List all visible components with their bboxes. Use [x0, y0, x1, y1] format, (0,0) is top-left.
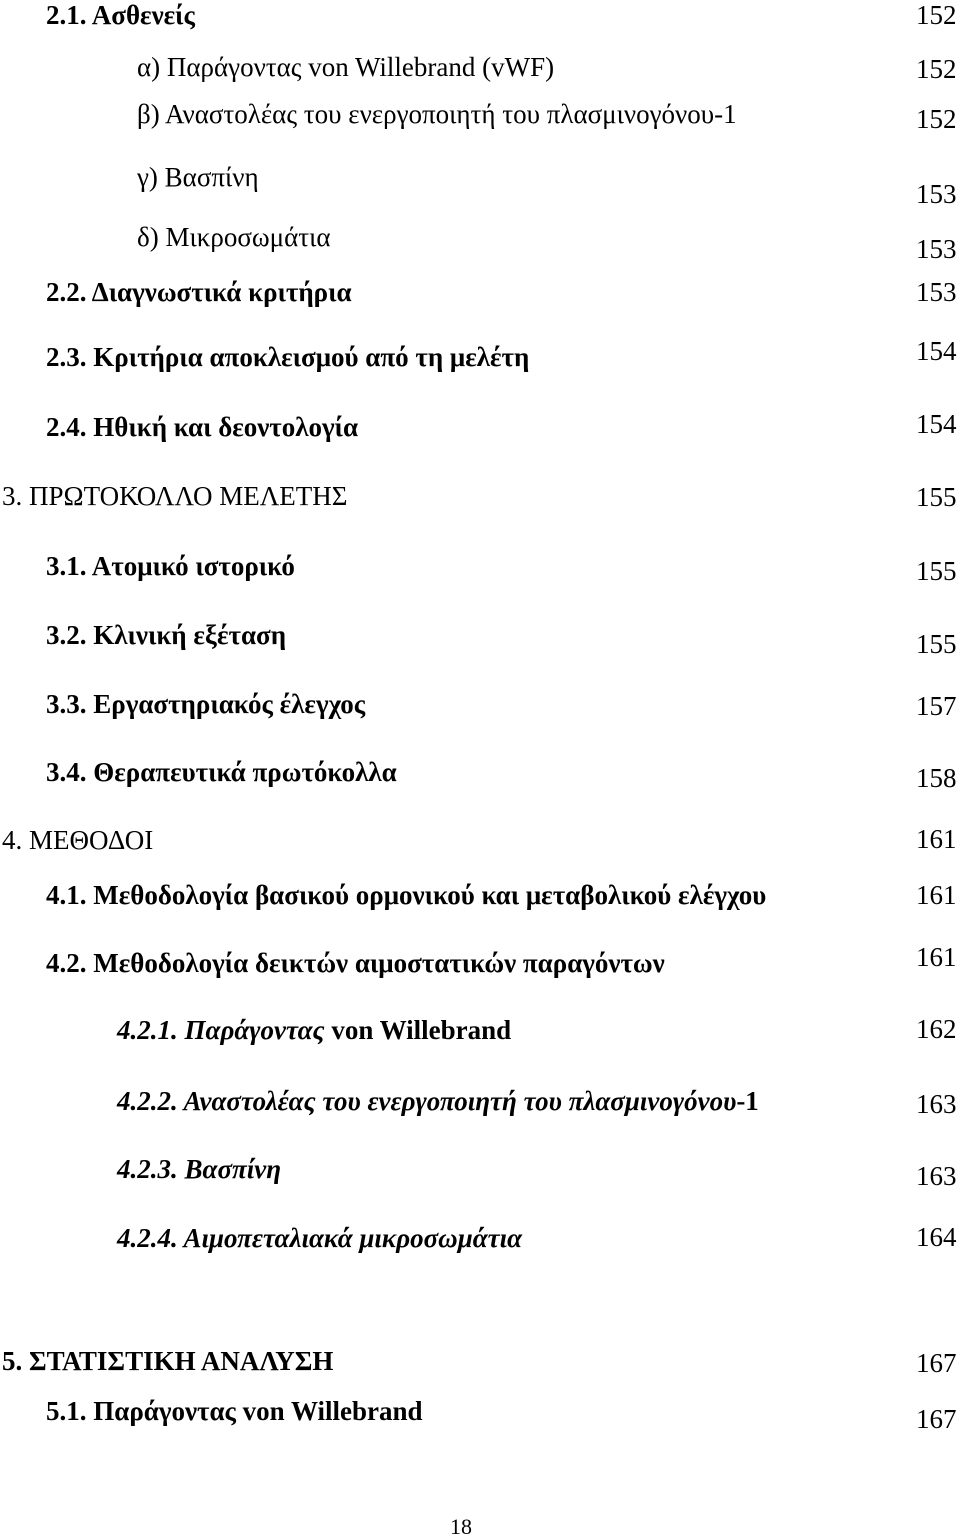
toc-entry-2-1-b: β) Αναστολέας του ενεργοποιητή του πλασμινογόνου-1: [137, 99, 737, 129]
toc-entry-3-4: 3.4. Θεραπευτικά πρωτόκολλα: [46, 757, 397, 787]
toc-entry-4-2-2: [117, 1088, 759, 1115]
toc-entry-3-1: 3.1. Ατομικό ιστορικό: [46, 551, 295, 581]
toc-entry-4-2-4: 4.2.4. Αιμοπεταλιακά μικροσωμάτια: [117, 1223, 523, 1253]
toc-page-4-2-3: 163: [916, 1161, 957, 1191]
toc-page-3: 155: [916, 482, 957, 512]
toc-entry-4-2-3: 4.2.3. Βασπίνη: [117, 1154, 282, 1184]
toc-page-5-1: 167: [916, 1404, 957, 1434]
toc-entry-2-3: 2.3. Κριτήρια αποκλεισμού από τη μελέτη: [46, 342, 530, 372]
toc-page-4-2-1: 162: [916, 1014, 957, 1044]
toc-page-2-1-d: 153: [916, 234, 957, 264]
toc-page-2-2: 153: [916, 277, 957, 307]
toc-entry-3-3: 3.3. Εργαστηριακός έλεγχος: [46, 689, 366, 719]
toc-page-2-3: 154: [916, 336, 957, 366]
toc-page-4-2: 161: [916, 942, 957, 972]
toc-page-4: 161: [916, 824, 957, 854]
toc-entry-4-2-1: [117, 1017, 511, 1044]
toc-page-2-1-b: 152: [916, 104, 957, 134]
toc-entry-4-2-1-rest: von Willebrand: [324, 1015, 512, 1045]
toc-page-3-4: 158: [916, 763, 957, 793]
toc-entry-3: 3. ΠΡΩΤΟΚΟΛΛΟ ΜΕΛΕΤΗΣ: [2, 481, 348, 511]
toc-page-4-1: 161: [916, 880, 957, 910]
toc-entry-2-1-a: α) Παράγοντας von Willebrand (vWF): [137, 52, 555, 82]
toc-entry-4: 4. ΜΕΘΟΔΟΙ: [2, 825, 154, 855]
toc-page-3-2: 155: [916, 629, 957, 659]
toc-page-2-4: 154: [916, 409, 957, 439]
toc-page-2-1-a: 152: [916, 54, 957, 84]
toc-page-4-2-2: 163: [916, 1089, 957, 1119]
toc-entry-2-2: 2.2. Διαγνωστικά κριτήρια: [46, 277, 352, 307]
toc-entry-4-2-2-rest: -1: [736, 1086, 759, 1116]
toc-entry-2-1-c: γ) Βασπίνη: [137, 162, 259, 192]
toc-entry-4-2-1-italic: 4.2.1. Παράγοντας: [117, 1015, 325, 1045]
toc-entry-4-2-2-italic: 4.2.2. Αναστολέας του ενεργοποιητή του πλασμινογόνου: [117, 1086, 737, 1116]
toc-entry-2-1: 2.1. Ασθενείς: [46, 0, 195, 30]
toc-entry-5: 5. ΣΤΑΤΙΣΤΙΚΗ ΑΝΑΛΥΣΗ: [2, 1346, 334, 1376]
toc-entry-4-2: 4.2. Μεθοδολογία δεικτών αιμοστατικών παραγόντων: [46, 948, 665, 978]
toc-page-3-1: 155: [916, 556, 957, 586]
toc-entry-5-1: 5.1. Παράγοντας von Willebrand: [46, 1396, 423, 1426]
toc-page-2-1: 152: [916, 0, 957, 30]
toc-page-3-3: 157: [916, 691, 957, 721]
toc-entry-2-4: 2.4. Ηθική και δεοντολογία: [46, 412, 359, 442]
toc-page-5: 167: [916, 1348, 957, 1378]
toc-entry-3-2: 3.2. Κλινική εξέταση: [46, 620, 287, 650]
toc-page-4-2-4: 164: [916, 1222, 957, 1252]
footer-page-number: 18: [450, 1514, 472, 1539]
toc-entry-2-1-d: δ) Μικροσωμάτια: [137, 222, 331, 252]
toc-page-2-1-c: 153: [916, 179, 957, 209]
toc-entry-4-1: 4.1. Μεθοδολογία βασικού ορμονικού και μεταβολικού ελέγχου: [46, 880, 767, 910]
